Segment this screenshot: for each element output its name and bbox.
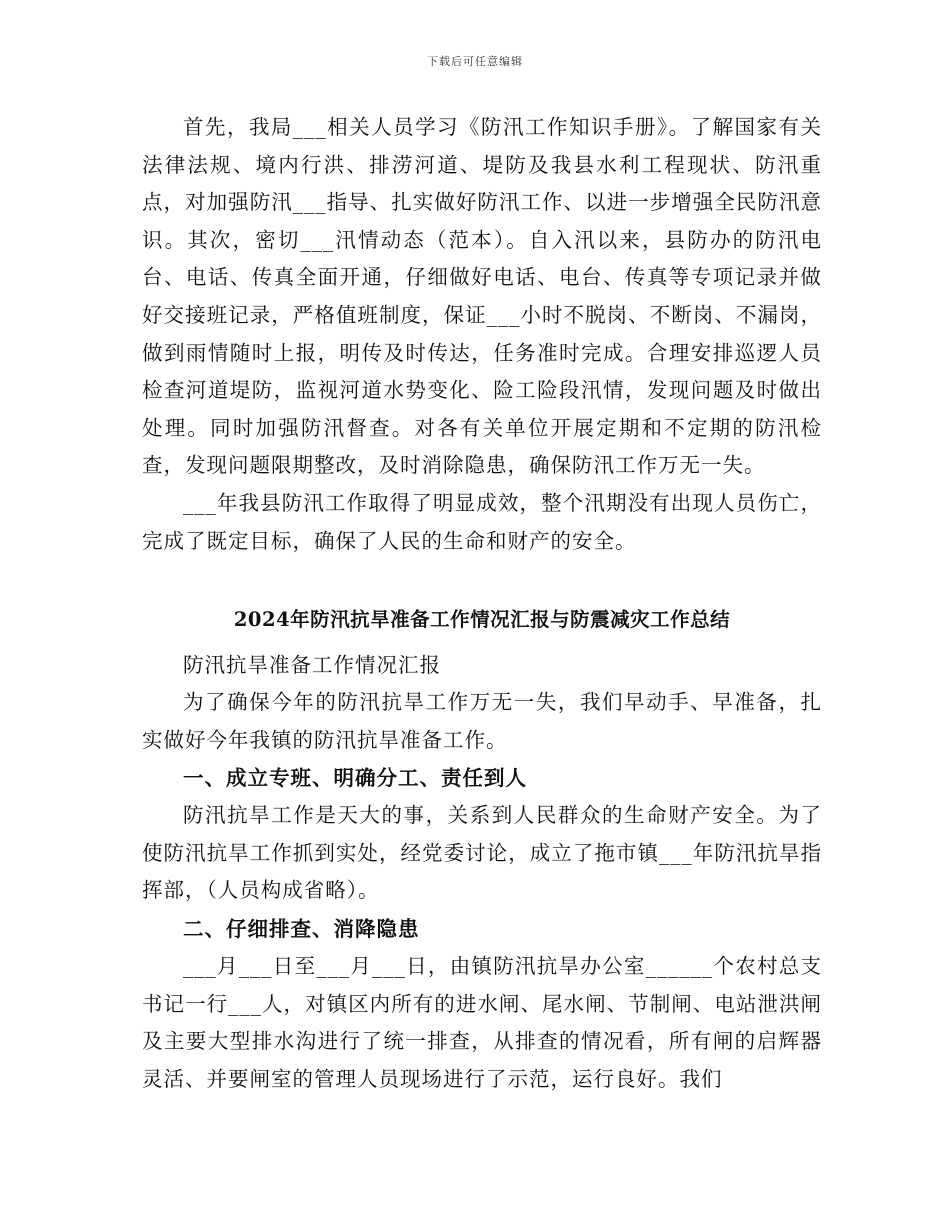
paragraph-flood-work-measures: 首先，我局___相关人员学习《防汛工作知识手册》。了解国家有关法律法规、境内行洪、排涝河道、堤防及我县水利工程现状、防汛重点，对加强防汛___指导、扎实做好防汛工作、以进一步增强全民防汛意识。其次，密切___汛情动态（范本）。自入汛以来，县防办的防汛电台、电话、传真全面开通，仔细做好电话、电台、传真等专项记录并做好交接班记录，严格值班制度，保证___小时不脱岗、不断岗、不漏岗，做到雨情随时上报，明传及时传达，任务准时完成。合理安排巡逻人员检查河道堤防，监视河道水势变化、险工险段汛情，发现问题及时做出处理。同时加强防汛督查。对各有关单位开展定期和不定期的防汛检查，发现问题限期整改，及时消除隐患，确保防汛工作万无一失。 — [142, 115, 822, 478]
document-body — [142, 109, 822, 560]
section-2-paragraph: ___月___日至___月___日，由镇防汛抗旱办公室______个农村总支书记一行___人，对镇区内所有的进水闸、尾水闸、节制闸、电站泄洪闸及主要大型排水沟进行了统一排查，从排查的情况看，所有闸的启辉器灵活、并要闸室的管理人员现场进行了示范，运行良好。我们 — [142, 953, 822, 1091]
document-subtitle: 防汛抗旱准备工作情况汇报 — [183, 653, 441, 677]
intro-paragraph: 为了确保今年的防汛抗旱工作万无一失，我们早动手、早准备，扎实做好今年我镇的防汛抗旱准备工作。 — [142, 690, 822, 752]
section-1-paragraph: 防汛抗旱工作是天大的事，关系到人民群众的生命财产安全。为了使防汛抗旱工作抓到实处，经党委讨论，成立了拖市镇___年防汛抗旱指挥部，（人员构成省略）。 — [142, 803, 822, 903]
page-header-note: 下载后可任意编辑 — [427, 55, 523, 68]
section-1-heading: 一、成立专班、明确分工、责任到人 — [183, 766, 527, 791]
paragraph-flood-results: ___年我县防汛工作取得了明显成效，整个汛期没有出现人员伤亡，完成了既定目标，确保了人民的生命和财产的安全。 — [142, 490, 822, 553]
section-2-heading: 二、仔细排查、消降隐患 — [183, 916, 420, 941]
report-section — [142, 594, 822, 1098]
document-title: 2024年防汛抗旱准备工作情况汇报与防震减灾工作总结 — [233, 608, 731, 631]
